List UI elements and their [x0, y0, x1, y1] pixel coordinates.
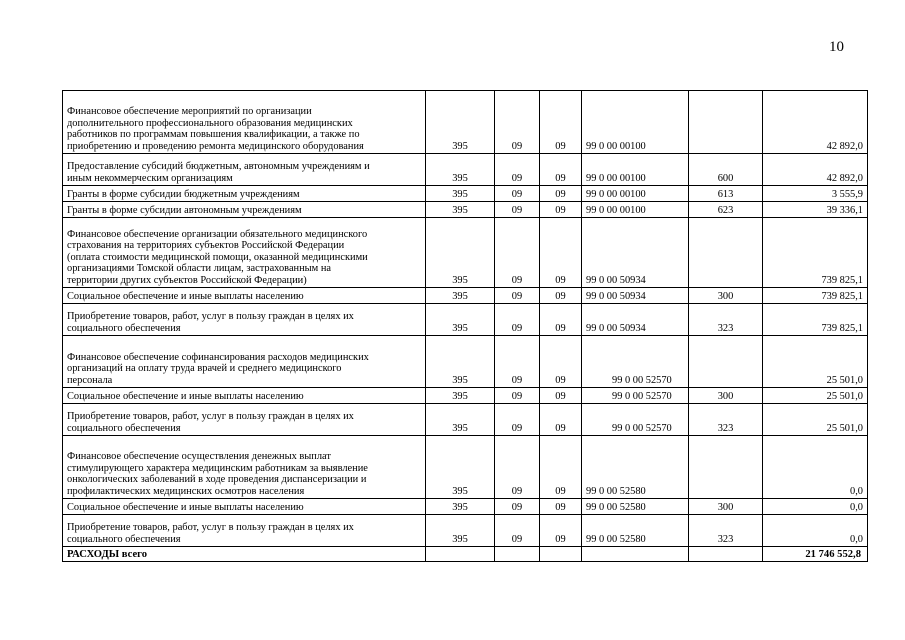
- row-csr: 99 0 00 00100: [582, 186, 689, 202]
- row-name: [63, 515, 426, 547]
- row-rz: 09: [495, 91, 540, 154]
- row-gr: 395: [426, 515, 495, 547]
- row-amount: 739 825,1: [763, 304, 868, 336]
- row-rz: 09: [495, 499, 540, 515]
- total-pr: [540, 547, 582, 562]
- row-name: [63, 436, 426, 499]
- row-gr: 395: [426, 202, 495, 218]
- row-name-line: Приобретение товаров, работ, услуг в пользу граждан в целях их: [67, 522, 354, 533]
- row-vr: 600: [689, 154, 763, 186]
- row-name-line: работников по программам повышения квалификации, а также по: [67, 129, 360, 140]
- row-csr: 99 0 00 52570: [582, 336, 689, 388]
- row-pr: 09: [540, 288, 582, 304]
- row-vr: [689, 91, 763, 154]
- table-row: [63, 288, 868, 304]
- row-name: [63, 218, 426, 288]
- row-csr: 99 0 00 52580: [582, 515, 689, 547]
- table-row: [63, 388, 868, 404]
- row-amount: 42 892,0: [763, 91, 868, 154]
- row-rz: 09: [495, 388, 540, 404]
- row-amount: 0,0: [763, 436, 868, 499]
- row-name-line: организаций на оплату труда врачей и среднего медицинского: [67, 363, 342, 374]
- row-gr: 395: [426, 304, 495, 336]
- row-rz: 09: [495, 288, 540, 304]
- row-vr: 300: [689, 388, 763, 404]
- row-vr: 323: [689, 404, 763, 436]
- row-name-line: территории других субъектов Российской Федерации): [67, 274, 307, 286]
- row-rz: 09: [495, 186, 540, 202]
- table-row: [63, 404, 868, 436]
- row-pr: 09: [540, 91, 582, 154]
- row-pr: 09: [540, 218, 582, 288]
- row-gr: 395: [426, 336, 495, 388]
- row-amount: 25 501,0: [763, 336, 868, 388]
- row-rz: 09: [495, 436, 540, 499]
- row-name: [63, 154, 426, 186]
- expenditure-table: [62, 90, 868, 562]
- row-gr: 395: [426, 388, 495, 404]
- row-gr: 395: [426, 218, 495, 288]
- row-name-line: Приобретение товаров, работ, услуг в пользу граждан в целях их: [67, 411, 354, 422]
- row-gr: 395: [426, 91, 495, 154]
- row-amount: 3 555,9: [763, 186, 868, 202]
- row-amount: 42 892,0: [763, 154, 868, 186]
- row-pr: 09: [540, 436, 582, 499]
- row-name-line: Финансовое обеспечение организации обязательного медицинского: [67, 228, 368, 240]
- row-name: [63, 202, 426, 218]
- row-amount: 739 825,1: [763, 218, 868, 288]
- total-row: [63, 547, 868, 562]
- row-rz: 09: [495, 404, 540, 436]
- row-name-line: Финансовое обеспечение мероприятий по организации: [67, 106, 312, 117]
- row-vr: 300: [689, 499, 763, 515]
- row-name: [63, 388, 426, 404]
- row-name-line: Социальное обеспечение и иные выплаты населению: [67, 501, 304, 513]
- row-rz: 09: [495, 336, 540, 388]
- row-name: [63, 499, 426, 515]
- row-gr: 395: [426, 288, 495, 304]
- row-rz: 09: [495, 202, 540, 218]
- row-name-line: Гранты в форме субсидии автономным учреждениям: [67, 204, 302, 216]
- row-rz: 09: [495, 515, 540, 547]
- row-csr: 99 0 00 52580: [582, 499, 689, 515]
- row-name-line: Социальное обеспечение и иные выплаты населению: [67, 290, 304, 302]
- row-name-line: организациями Томской области лицам, застрахованным на: [67, 263, 332, 274]
- row-rz: 09: [495, 304, 540, 336]
- row-gr: 395: [426, 436, 495, 499]
- row-csr: 99 0 00 52570: [582, 404, 689, 436]
- row-name-line: профилактических медицинских осмотров населения: [67, 485, 305, 497]
- row-name-line: персонала: [67, 374, 113, 386]
- row-name-line: Финансовое обеспечение софинансирования расходов медицинских: [67, 351, 369, 363]
- row-gr: 395: [426, 154, 495, 186]
- table-row: [63, 202, 868, 218]
- row-pr: 09: [540, 515, 582, 547]
- row-pr: 09: [540, 186, 582, 202]
- row-name-line: Предоставление субсидий бюджетным, автономным учреждениям и: [67, 161, 370, 172]
- page-number: 10: [829, 39, 844, 55]
- row-name-line: дополнительного профессионального образования медицинских: [67, 117, 353, 129]
- total-gr: [426, 547, 495, 562]
- total-rz: [495, 547, 540, 562]
- row-name: [63, 91, 426, 154]
- row-amount: 0,0: [763, 499, 868, 515]
- row-name-line: социального обеспечения: [67, 422, 181, 434]
- table-row: [63, 91, 868, 154]
- row-name-line: Социальное обеспечение и иные выплаты населению: [67, 390, 304, 402]
- row-name: [63, 404, 426, 436]
- row-pr: 09: [540, 336, 582, 388]
- row-name-line: Финансовое обеспечение осуществления денежных выплат: [67, 451, 331, 462]
- total-amount: 21 746 552,8: [763, 547, 868, 562]
- row-csr: 99 0 00 00100: [582, 91, 689, 154]
- table-row: [63, 154, 868, 186]
- row-vr: [689, 218, 763, 288]
- row-vr: [689, 436, 763, 499]
- row-name-line: стимулирующего характера медицинским работникам за выявление: [67, 462, 368, 474]
- row-name-line: социального обеспечения: [67, 533, 181, 545]
- row-vr: 613: [689, 186, 763, 202]
- row-vr: 300: [689, 288, 763, 304]
- total-vr: [689, 547, 763, 562]
- row-gr: 395: [426, 404, 495, 436]
- row-csr: 99 0 00 52580: [582, 436, 689, 499]
- row-pr: 09: [540, 154, 582, 186]
- row-amount: 739 825,1: [763, 288, 868, 304]
- row-csr: 99 0 00 50934: [582, 218, 689, 288]
- row-vr: [689, 336, 763, 388]
- row-pr: 09: [540, 202, 582, 218]
- row-name-line: Приобретение товаров, работ, услуг в пользу граждан в целях их: [67, 311, 354, 322]
- row-vr: 323: [689, 304, 763, 336]
- row-amount: 25 501,0: [763, 388, 868, 404]
- row-pr: 09: [540, 404, 582, 436]
- table-row: [63, 186, 868, 202]
- table-row: [63, 436, 868, 499]
- row-name-line: иным некоммерческим организациям: [67, 172, 233, 184]
- row-amount: 25 501,0: [763, 404, 868, 436]
- table-row: [63, 499, 868, 515]
- row-amount: 39 336,1: [763, 202, 868, 218]
- total-label: РАСХОДЫ всего: [63, 547, 426, 562]
- row-gr: 395: [426, 186, 495, 202]
- row-name-line: приобретению и проведению ремонта медицинского оборудования: [67, 140, 364, 152]
- row-name-line: социального обеспечения: [67, 322, 181, 334]
- row-csr: 99 0 00 50934: [582, 288, 689, 304]
- row-name: [63, 288, 426, 304]
- row-name-line: онкологических заболеваний в ходе проведения диспансеризации и: [67, 474, 367, 485]
- row-vr: 323: [689, 515, 763, 547]
- row-name-line: страхования на территориях субъектов Российской Федерации: [67, 240, 345, 251]
- row-vr: 623: [689, 202, 763, 218]
- table-row: [63, 336, 868, 388]
- row-pr: 09: [540, 304, 582, 336]
- table-row: [63, 515, 868, 547]
- row-rz: 09: [495, 154, 540, 186]
- row-csr: 99 0 00 50934: [582, 304, 689, 336]
- row-name: [63, 336, 426, 388]
- row-name-line: Гранты в форме субсидии бюджетным учреждениям: [67, 188, 300, 200]
- row-gr: 395: [426, 499, 495, 515]
- row-name: [63, 186, 426, 202]
- row-pr: 09: [540, 499, 582, 515]
- row-rz: 09: [495, 218, 540, 288]
- row-name: [63, 304, 426, 336]
- row-csr: 99 0 00 00100: [582, 154, 689, 186]
- row-csr: 99 0 00 00100: [582, 202, 689, 218]
- row-amount: 0,0: [763, 515, 868, 547]
- row-csr: 99 0 00 52570: [582, 388, 689, 404]
- total-csr: [582, 547, 689, 562]
- table-row: [63, 304, 868, 336]
- row-pr: 09: [540, 388, 582, 404]
- row-name-line: (оплата стоимости медицинской помощи, оказанной медицинскими: [67, 251, 368, 263]
- table-row: [63, 218, 868, 288]
